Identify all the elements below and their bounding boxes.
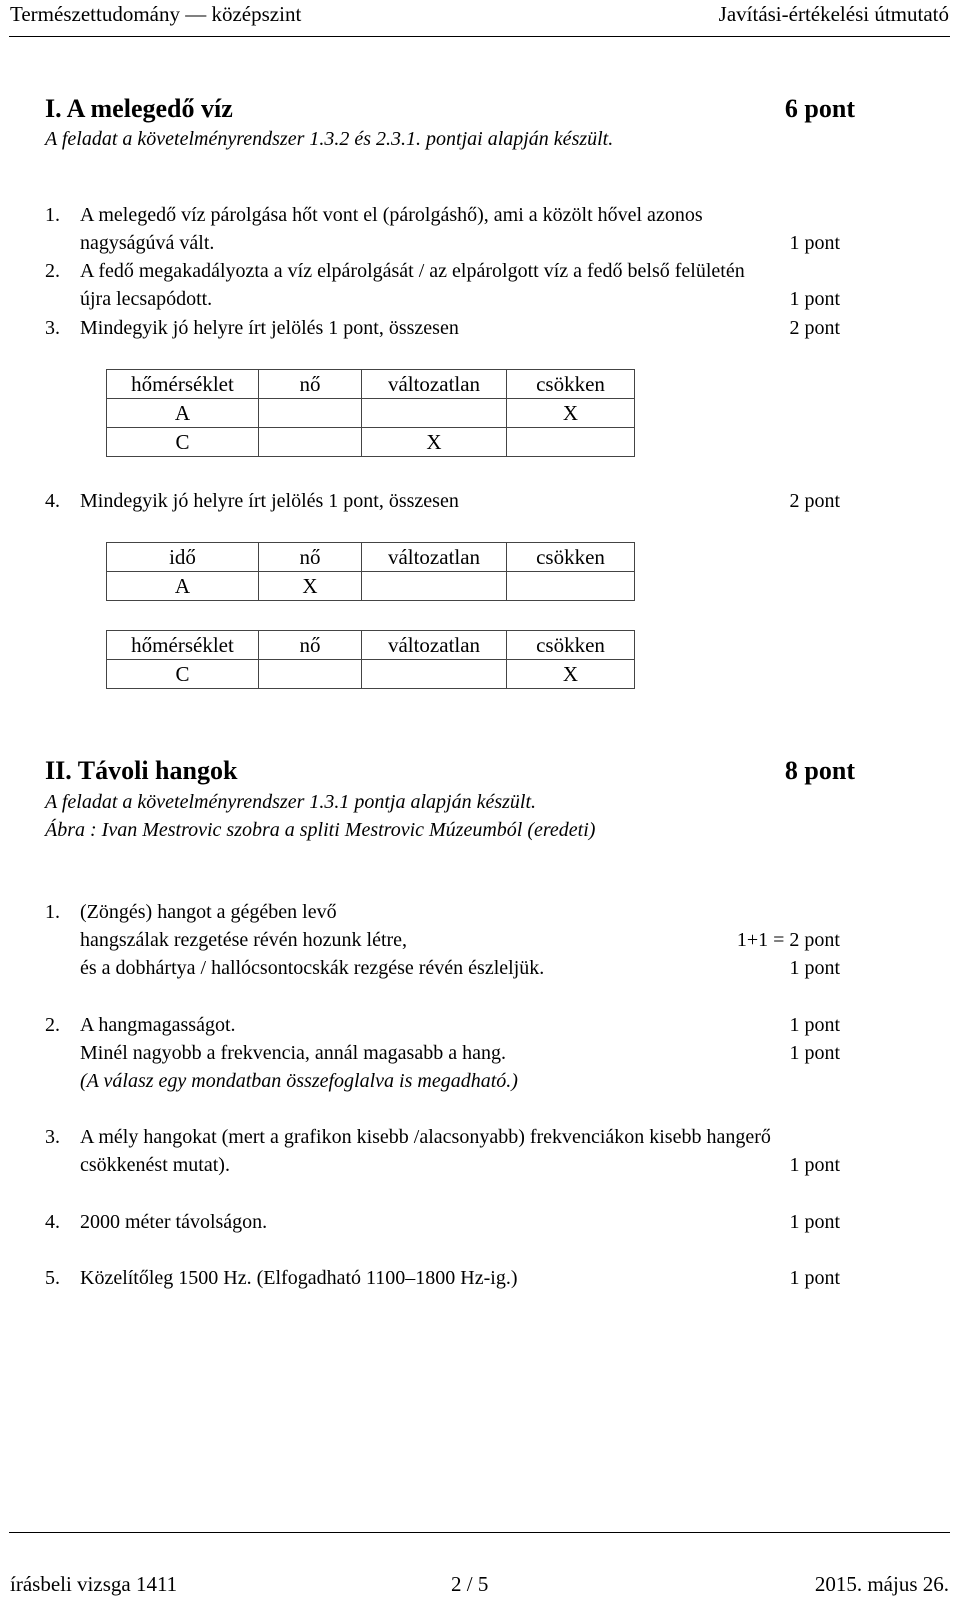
table4a [106,542,635,601]
s2-q1-line3: és a dobhártya / hallócsontocskák rezgése révén észleljük. [80,957,545,979]
cell: X [507,660,635,689]
cell [507,428,635,457]
s2-q3-num: 3. [45,1126,60,1148]
cell [362,572,507,601]
cell [507,572,635,601]
cell [259,428,362,457]
header-rule [9,36,950,37]
s1-item4-line1: Mindegyik jó helyre írt jelölés 1 pont, összesen [80,490,459,512]
cell: változatlan [362,631,507,660]
s2-q5-line1: Közelítőleg 1500 Hz. (Elfogadható 1100–1800 Hz-ig.) [80,1267,518,1289]
s2-q1-line2: hangszálak rezgetése révén hozunk létre, [80,929,408,951]
s2-q1-line1: (Zöngés) hangot a gégében levő [80,901,337,923]
s2-q2-line3: (A válasz egy mondatban összefoglalva is megadható.) [80,1070,518,1092]
s1-item1-line2: nagyságúvá vált. [80,232,215,254]
s2-q3-line2-points: 1 pont [789,1154,840,1176]
s2-q1-num: 1. [45,901,60,923]
s2-q3-line1: A mély hangokat (mert a grafikon kisebb /alacsonyabb) frekvenciákon kisebb hangerő [80,1126,771,1148]
s1-item2-line1: A fedő megakadályozta a víz elpárolgását / az elpárolgott víz a fedő belső felületén [80,260,745,282]
cell [259,399,362,428]
section2-subtitle2: Ábra : Ivan Mestrovic szobra a spliti Mestrovic Múzeumból (eredeti) [45,819,596,841]
cell: C [107,428,259,457]
section1-title: I. A melegedő víz [45,94,233,123]
cell [362,399,507,428]
cell: nő [259,631,362,660]
cell [259,660,362,689]
s2-q5-num: 5. [45,1267,60,1289]
header-right: Javítási-értékelési útmutató [718,2,949,26]
section2-points: 8 pont [784,756,855,785]
s2-q2-num: 2. [45,1014,60,1036]
footer-center: 2 / 5 [451,1572,489,1596]
s1-item3-points: 2 pont [789,317,840,339]
s2-q2-line2: Minél nagyobb a frekvencia, annál magasabb a hang. [80,1042,506,1064]
s2-q4-num: 4. [45,1211,60,1233]
cell: nő [259,543,362,572]
cell: A [107,399,259,428]
s1-item3-line1: Mindegyik jó helyre írt jelölés 1 pont, összesen [80,317,459,339]
s1-item2-line2: újra lecsapódott. [80,288,213,310]
cell: C [107,660,259,689]
section2-title: II. Távoli hangok [45,756,238,785]
cell: X [259,572,362,601]
cell: X [362,428,507,457]
cell: csökken [507,631,635,660]
footer-rule [9,1532,950,1533]
s2-q2-line2-points: 1 pont [789,1042,840,1064]
s2-q1-line3-points: 1 pont [789,957,840,979]
header-left: Természettudomány — középszint [10,2,302,26]
section2-subtitle1: A feladat a követelményrendszer 1.3.1 pontja alapján készült. [45,791,537,813]
s1-item4-num: 4. [45,490,60,512]
s2-q3-line2: csökkenést mutat). [80,1154,230,1176]
cell: hőmérséklet [107,631,259,660]
s1-item2-num: 2. [45,260,60,282]
s2-q2-line1-points: 1 pont [789,1014,840,1036]
footer-right: 2015. május 26. [814,1572,949,1596]
table4b [106,630,635,689]
s2-q1-line2-points: 1+1 = 2 pont [736,929,840,951]
cell: idő [107,543,259,572]
s1-item1-points: 1 pont [789,232,840,254]
cell: nő [259,370,362,399]
s1-item4-points: 2 pont [789,490,840,512]
s2-q4-line1: 2000 méter távolságon. [80,1211,268,1233]
s2-q4-points: 1 pont [789,1211,840,1233]
cell: hőmérséklet [107,370,259,399]
s2-q5-points: 1 pont [789,1267,840,1289]
s2-q2-line1: A hangmagasságot. [80,1014,236,1036]
cell: A [107,572,259,601]
cell: csökken [507,543,635,572]
cell [362,660,507,689]
cell: csökken [507,370,635,399]
section1-points: 6 pont [784,94,855,123]
table3 [106,369,635,457]
s1-item1-line1: A melegedő víz párolgása hőt vont el (párolgáshő), ami a közölt hővel azonos [80,204,703,226]
s1-item3-num: 3. [45,317,60,339]
footer-left: írásbeli vizsga 1411 [10,1572,178,1596]
cell: X [507,399,635,428]
s1-item1-num: 1. [45,204,60,226]
section1-subtitle: A feladat a követelményrendszer 1.3.2 és 2.3.1. pontjai alapján készült. [45,128,614,150]
s1-item2-points: 1 pont [789,288,840,310]
cell: változatlan [362,543,507,572]
cell: változatlan [362,370,507,399]
